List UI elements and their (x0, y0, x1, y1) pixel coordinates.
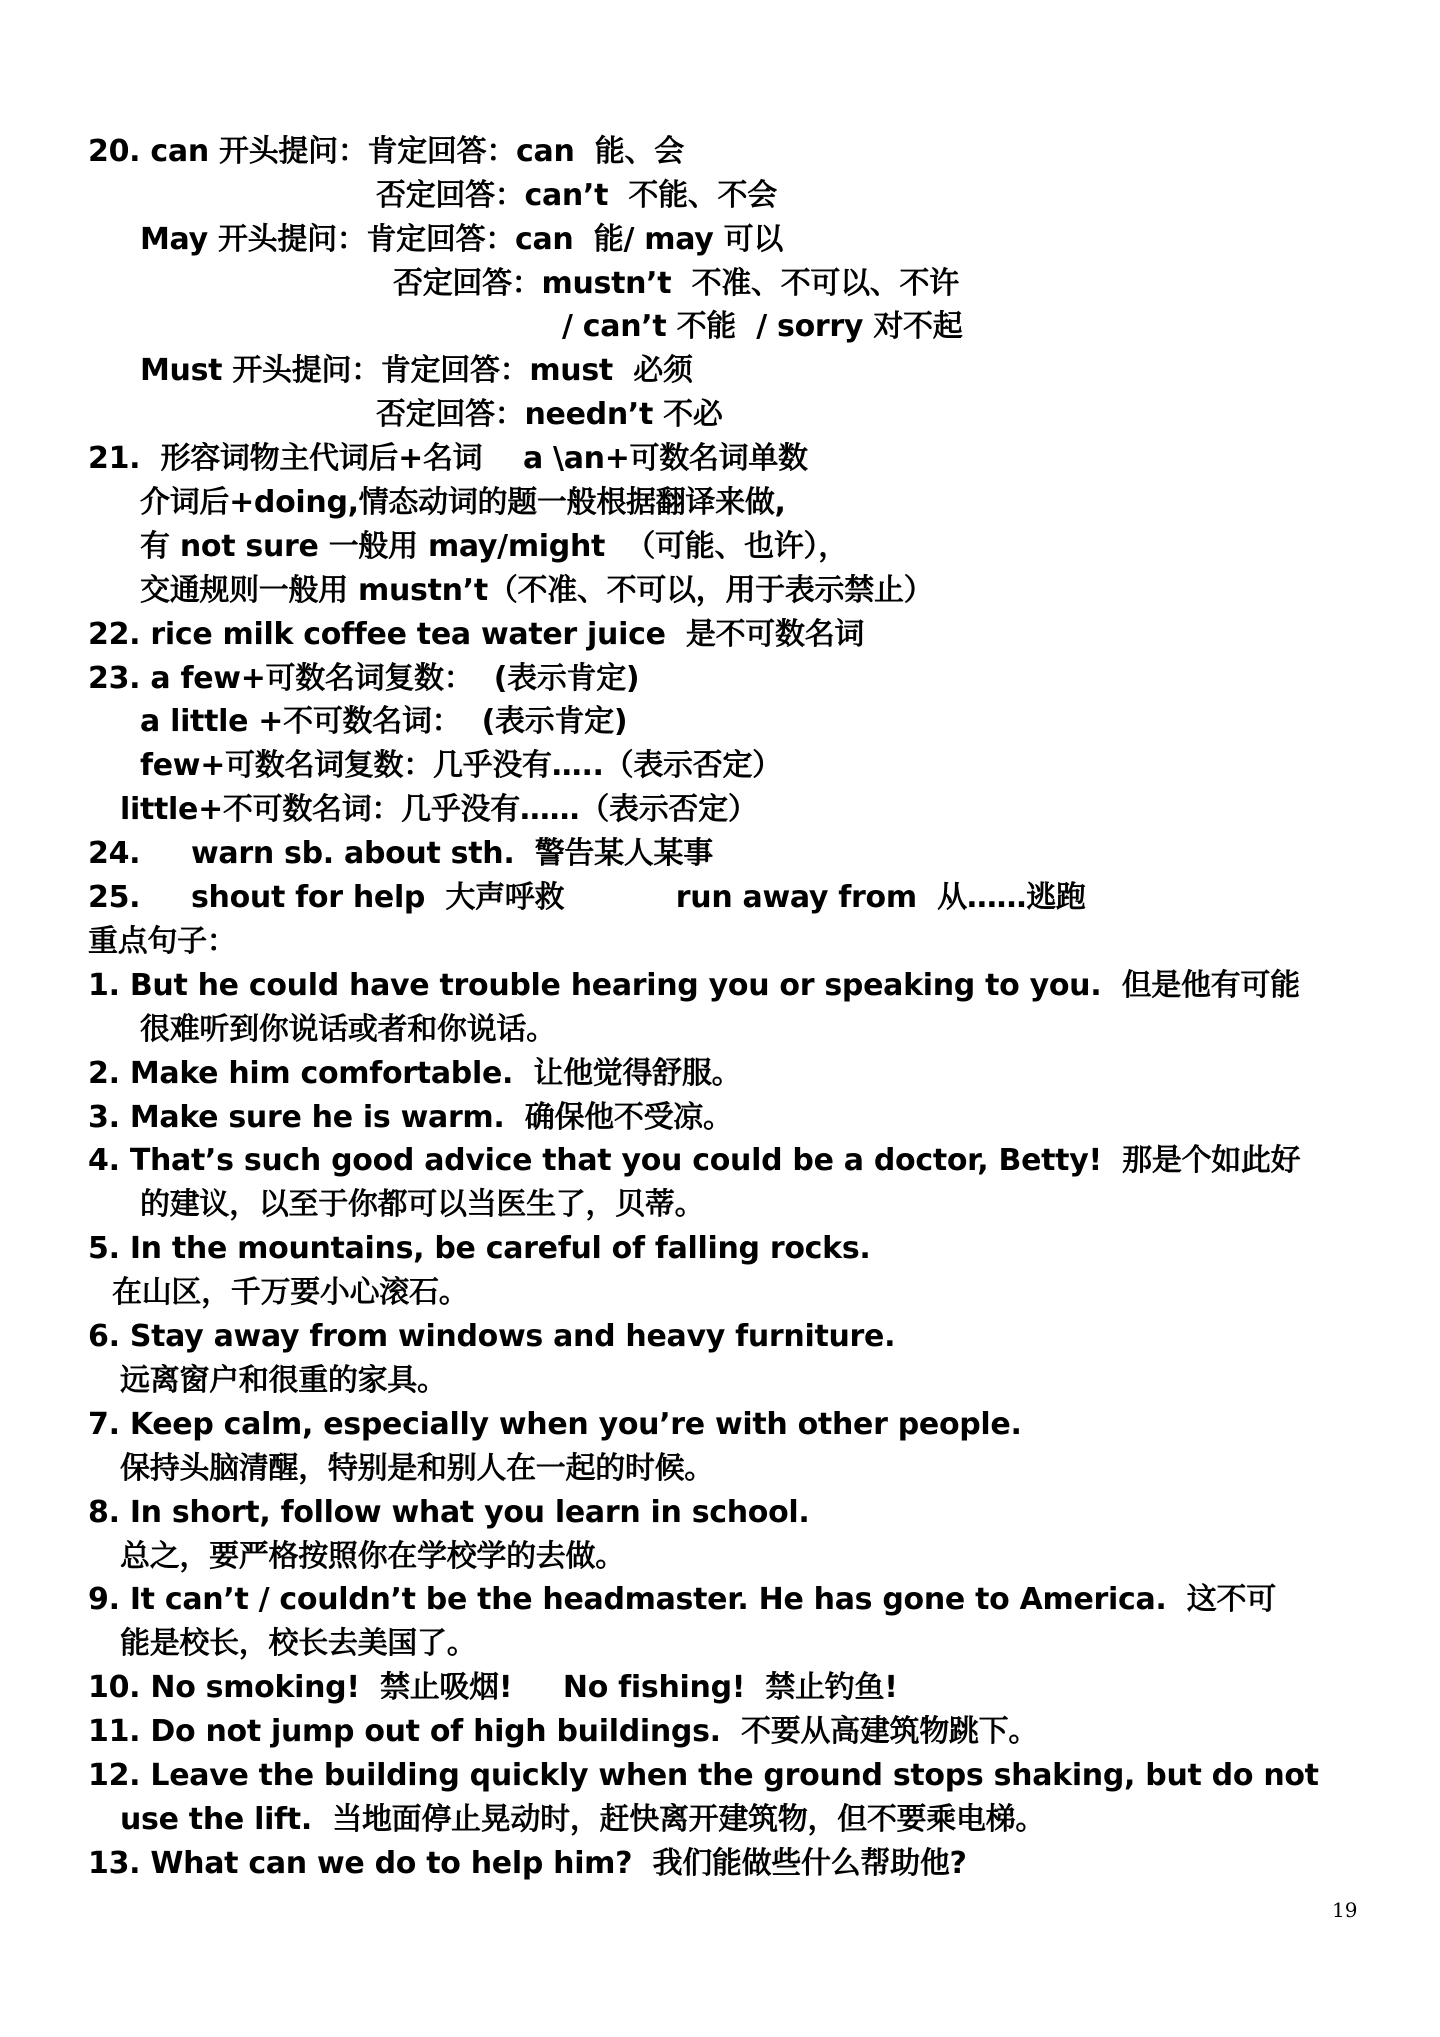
grammar-line: few+可数名词复数：几乎没有…..（表示否定） (140, 748, 782, 783)
sentence-line: 2. Make him comfortable. 让他觉得舒服。 (88, 1056, 742, 1091)
grammar-line: 23. a few+可数名词复数： (表示肯定) (88, 661, 640, 696)
grammar-line: 25. shout for help 大声呼救 run away from 从……逃跑 (88, 880, 1086, 915)
grammar-line: little+不可数名词：几乎没有……（表示否定） (120, 792, 758, 827)
grammar-line: 否定回答：needn’t 不必 (376, 397, 723, 432)
grammar-line: Must 开头提问：肯定回答：must 必须 (140, 353, 693, 388)
sentence-line: 能是校长，校长去美国了。 (120, 1626, 477, 1661)
grammar-line: 有 not sure 一般用 may/might （可能、也许）， (140, 529, 848, 564)
sentence-line: 在山区，千万要小心滚石。 (112, 1275, 469, 1310)
grammar-line: 否定回答：mustn’t 不准、不可以、不许 (393, 266, 959, 301)
sentence-line: 远离窗户和很重的家具。 (120, 1363, 447, 1398)
sentence-line: 8. In short, follow what you learn in school. (88, 1495, 810, 1530)
sentence-line: 7. Keep calm, especially when you’re with other people. (88, 1407, 1022, 1442)
sentence-line: use the lift. 当地面停止晃动时，赶快离开建筑物，但不要乘电梯。 (120, 1802, 1046, 1837)
sentence-line: 很难听到你说话或者和你说话。 (140, 1012, 556, 1047)
sentence-line: 10. No smoking! 禁止吸烟! No fishing! 禁止钓鱼! (88, 1670, 898, 1705)
sentence-line: 的建议，以至于你都可以当医生了，贝蒂。 (140, 1187, 705, 1222)
sentence-line: 5. In the mountains, be careful of falling rocks. (88, 1231, 871, 1266)
sentence-line: 保持头脑清醒，特别是和别人在一起的时候。 (120, 1451, 714, 1486)
grammar-line: / can’t 不能 / sorry 对不起 (562, 309, 963, 344)
grammar-line: May 开头提问：肯定回答：can 能/ may 可以 (140, 222, 784, 257)
sentence-line: 12. Leave the building quickly when the ground stops shaking, but do not (88, 1758, 1319, 1793)
sentence-line: 9. It can’t / couldn’t be the headmaster. He has gone to America. 这不可 (88, 1582, 1276, 1617)
grammar-line: 21. 形容词物主代词后+名词 a \an+可数名词单数 (88, 441, 808, 476)
grammar-line: 否定回答：can’t 不能、不会 (376, 178, 777, 213)
sentence-line: 4. That’s such good advice that you could be a doctor, Betty! 那是个如此好 (88, 1143, 1301, 1178)
grammar-line: 24. warn sb. about sth. 警告某人某事 (88, 836, 713, 871)
sentence-line: 1. But he could have trouble hearing you or speaking to you. 但是他有可能 (88, 968, 1300, 1003)
grammar-line: a little +不可数名词： (表示肯定) (140, 704, 628, 739)
sentence-line: 11. Do not jump out of high buildings. 不要从高建筑物跳下。 (88, 1714, 1039, 1749)
page-number: 19 (1332, 1898, 1358, 1922)
sentence-line: 3. Make sure he is warm. 确保他不受凉。 (88, 1100, 733, 1135)
grammar-line: 交通规则一般用 mustn’t（不准、不可以，用于表示禁止） (140, 573, 934, 608)
sentence-line: 6. Stay away from windows and heavy furniture. (88, 1319, 896, 1354)
grammar-line: 20. can 开头提问：肯定回答：can 能、会 (88, 134, 684, 169)
grammar-line: 22. rice milk coffee tea water juice 是不可数名词 (88, 617, 865, 652)
sentence-line: 总之，要严格按照你在学校学的去做。 (120, 1539, 625, 1574)
grammar-line: 介词后+doing,情态动词的题一般根据翻译来做, (140, 485, 786, 520)
section-title: 重点句子： (88, 924, 237, 959)
sentence-line: 13. What can we do to help him? 我们能做些什么帮助他? (88, 1846, 967, 1881)
